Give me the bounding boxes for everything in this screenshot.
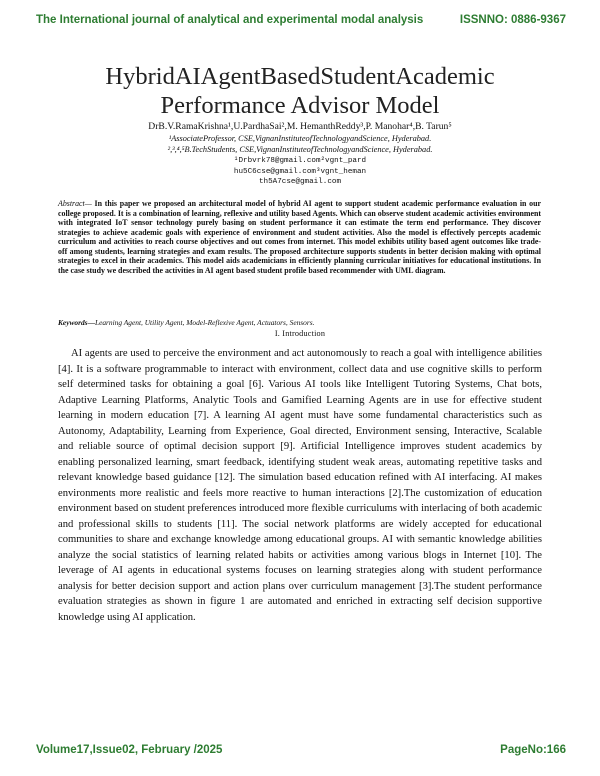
section-heading-introduction: I. Introduction [274,329,326,338]
abstract [58,199,541,275]
keywords [58,318,541,327]
introduction-paragraph: AI agents are used to perceive the environment and act autonomously to reach a goal with intelligence abilities [4]. It is a software programmable to interact with environment, collect data and use cognitive skills to perform self determined tasks for obtaining a goal [6]. Various AI tools like Intelligent Tutoring Systems, Chat bots, Adaptive Learning Platforms, Analytic Tools and Gamified Learning Agents are in use for effective student learning in modern education [7]. A learning AI agent must have some fundamental characteristics such as Autonomy, Adaptability, Learning from Experience, Goal directed, Environment sensing, Interactive, Scalable and reliable source of optimal decision support [9]. Artificial Intelligence improves student academics by enabling personalized learning, smart feedback, identifying student weak areas, automating repetitive tasks and relevant knowledge based guidance [12]. The simulation based education refined with AI interfacing. AI makes environments more realistic and feels more reactive to human interactions [2].The customization of education environment based on student preferences introduced more flexible curriculums with interlacing of both academic and professional skills to students [11]. The social network platforms are widely accepted for educational communities to share and exchange knowledge among educational groups. AI with semantic knowledge abilities analyze the social statistics of learning related habits or activities among various blogs in Internet [10]. The leverage of AI agents in educational systems focuses on learning strategies along with student performance analysis for better decision support and action plans over curriculum management [3].The student performance evaluation strategies as shown in figure 1 are automated and enriched in extracting self decision supportive knowledge using AI application. [58,348,542,623]
email-line-3: th5A7cse@gmail.com [258,178,342,186]
page-footer [36,744,566,760]
affiliation-2: ²,³,⁴,⁵B.TechStudents, CSE,VignanInstituteofTechnologyandScience, Hyderabad. [167,145,433,154]
page-number: PageNo:166 [500,744,566,756]
keywords-text: Learning Agent, Utility Agent, Model-Reflexive Agent, Actuators, Sensors. [94,318,315,327]
author-list: DrB.V.RamaKrishna¹,U.PardhaSai²,M. HemanthReddy³,P. Manohar⁴,B. Tarun⁵ [148,121,452,132]
keywords-label: Keywords— [58,318,95,327]
abstract-text: In this paper we proposed an architectural model of hybrid AI agent to support student academic performance evaluation in our college proposed. It is a combination of learning, reflexive and utility based Agents. Which can observe student academic activities environment with integrated IoT sensor technology purely basing on student performance it can estimate the term end performance. They discover strategies to achieve academic goals with experience of environment and student activities. Also the model is effectively percepts academic curriculum and activities to reach course objectives and out comes from internet. This model exhibits utility based agent outcomes like trade-off among students, learning strategies and exam results. The proposed architecture supports students in better decision making with optimal strategies to excel in their academics. This model aids academicians in efficiently planning curricular initiatives for educational institutions. In the case study we described the activities in AI agent based student profile based recommender with UML diagram. [58,199,541,275]
journal-name: The International journal of analytical and experimental modal analysis [36,14,424,26]
volume-issue: Volume17,Issue02, February /2025 [36,744,223,756]
paper-title: HybridAIAgentBasedStudentAcademic Performance Advisor Model [105,63,495,119]
affiliation-1: ¹AssociateProfessor, CSE,VignanInstituteofTechnologyandScience, Hyderabad. [168,134,432,143]
journal-header [36,14,566,30]
issn-number: ISSNNO: 0886-9367 [459,14,566,26]
email-line-2: hu5C6cse@gmail.com³vgnt_heman [233,168,367,176]
abstract-label: Abstract— [58,199,92,208]
email-line-1: ¹Drbvrk78@gmail.com²vgnt_pard [233,157,367,165]
